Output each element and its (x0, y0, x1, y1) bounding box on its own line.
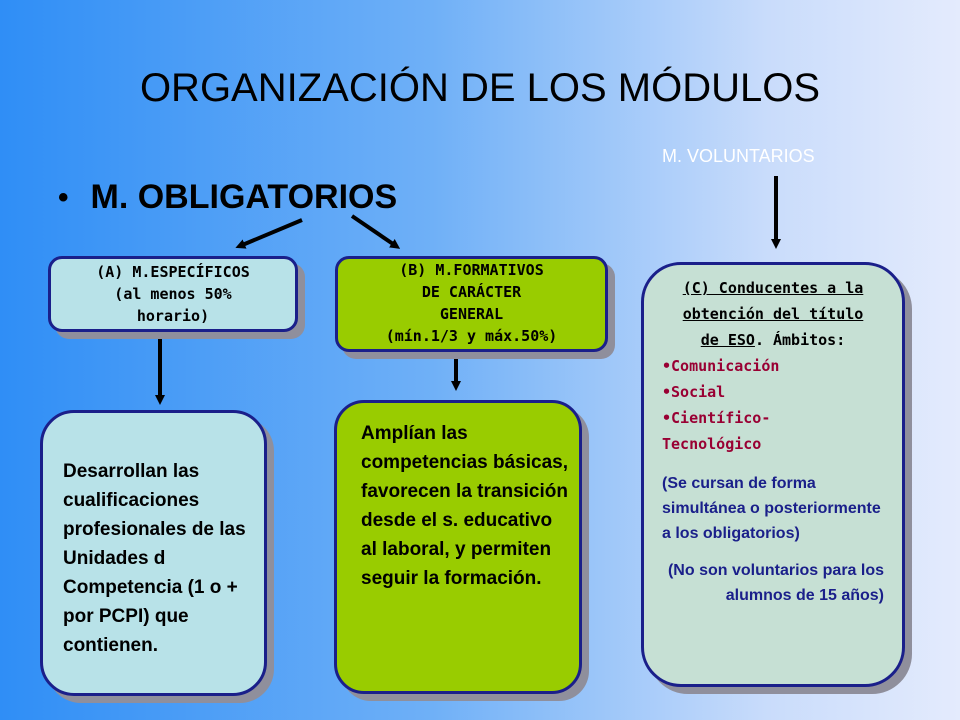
ambito-cientifico: •Científico- (662, 409, 771, 427)
module-c-intro-1: (C) Conducentes a la (682, 279, 864, 297)
module-b-line-2: DE CARÁCTER (421, 283, 522, 301)
arrow-to-a (240, 220, 302, 246)
module-b-line-1: (B) M.FORMATIVOS (399, 261, 544, 279)
ambito-comunicacion: •Comunicación (662, 357, 780, 375)
module-c-note-no-voluntarios: (No son voluntarios para los alumnos de 15 años) (667, 562, 884, 604)
module-a-description: Desarrollan las cualificaciones profesionales de las Unidades d Competencia (1 o + por PCPI) que contienen. (40, 410, 267, 696)
ambito-social: •Social (662, 383, 726, 401)
module-c-intro-2: obtención del título (682, 305, 864, 323)
obligatorios-label: M. OBLIGATORIOS (90, 178, 398, 216)
module-a-line-1: (A) M.ESPECÍFICOS (96, 263, 250, 281)
module-b-description: Amplían las competencias básicas, favorecen la transición desde el s. educativo al laboral, y permiten seguir la formación. (334, 400, 582, 694)
module-b-line-3: GENERAL (439, 305, 504, 323)
module-c-note-simultanea: (Se cursan de forma simultánea o posteriormente a los obligatorios) (662, 475, 881, 542)
module-c-intro-3: de ESO (700, 331, 755, 349)
voluntarios-label: M. VOLUNTARIOS (662, 146, 815, 166)
ambito-tecnologico: Tecnológico (662, 435, 762, 453)
module-a-box (48, 256, 298, 332)
arrow-to-b (352, 216, 396, 246)
module-c-box (641, 262, 905, 687)
module-a-line-2: (al menos 50% (114, 285, 232, 303)
bullet-dot: • (58, 180, 69, 214)
module-c-intro-tail: . Ámbitos: (754, 331, 846, 349)
module-b-line-4: (mín.1/3 y máx.50%) (385, 327, 558, 345)
page-title: ORGANIZACIÓN DE LOS MÓDULOS (139, 66, 821, 110)
module-b-box (335, 256, 608, 352)
module-a-line-3: horario) (136, 307, 210, 325)
